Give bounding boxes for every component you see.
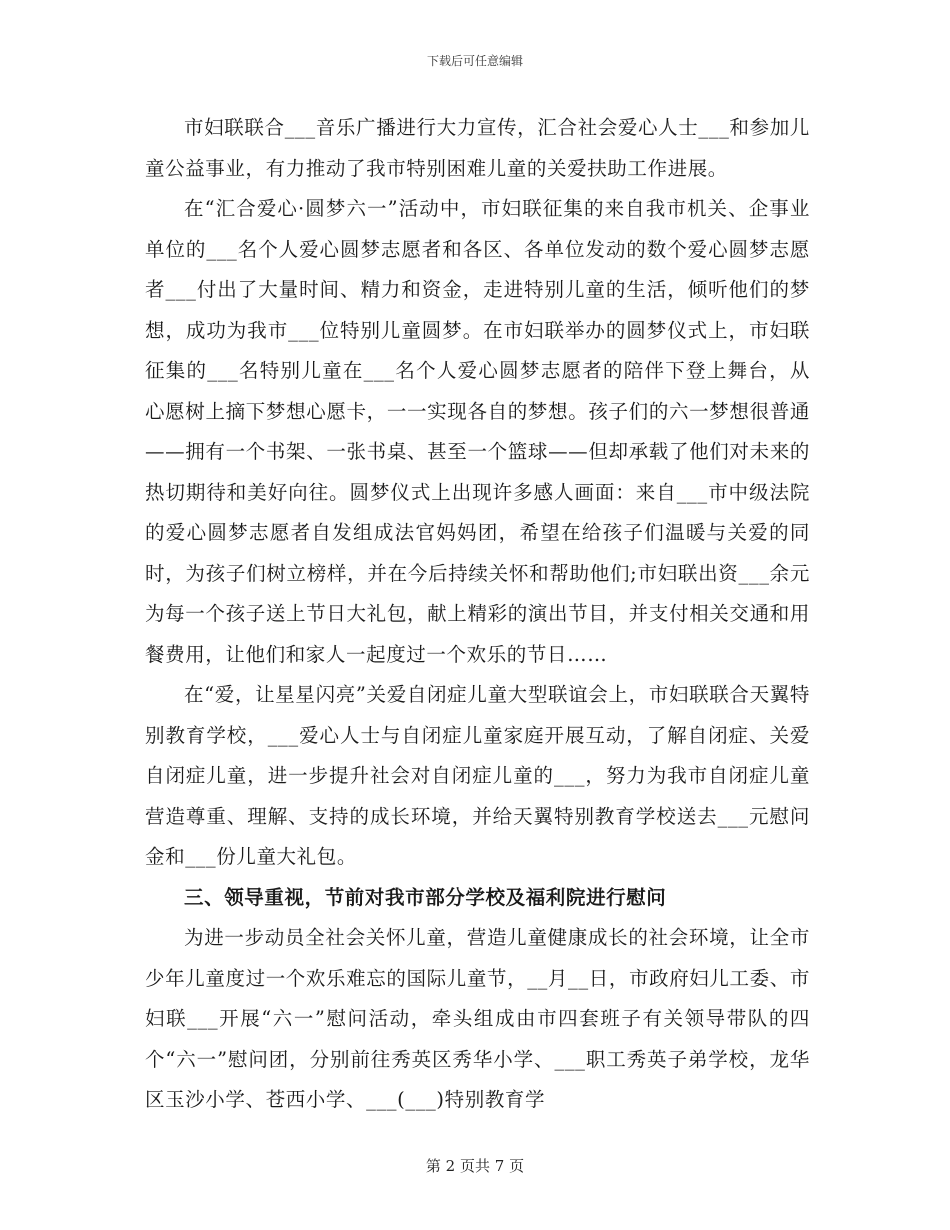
page-number-footer: 第 2 页共 7 页 [425,1157,525,1175]
paragraph-dream-activity: 在“汇合爱心·圆梦六一”活动中，市妇联征集的来自我市机关、企事业单位的___名个人爱心圆梦志愿者和各区、各单位发动的数个爱心圆梦志愿者___付出了大量时间、精力和资金，走进特别儿童的生活，倾听他们的梦想，成功为我市___位特别儿童圆梦。在市妇联举办的圆梦仪式上，市妇联征集的___名特别儿童在___名个人爱心圆梦志愿者的陪伴下登上舞台，从心愿树上摘下梦想心愿卡，一一实现各自的梦想。孩子们的六一梦想很普通——拥有一个书架、一张书桌、甚至一个篮球——但却承载了他们对未来的热切期待和美好向往。圆梦仪式上出现许多感人画面：来自___市中级法院的爱心圆梦志愿者自发组成法官妈妈团，希望在给孩子们温暖与关爱的同时，为孩子们树立榜样，并在今后持续关怀和帮助他们;市妇联出资___余元为每一个孩子送上节日大礼包，献上精彩的演出节目，并支付相关交通和用餐费用，让他们和家人一起度过一个欢乐的节日…… [145,197,810,666]
paragraph-autism-event: 在“爱，让星星闪亮”关爱自闭症儿童大型联谊会上，市妇联联合天翼特别教育学校，___爱心人士与自闭症儿童家庭开展互动，了解自闭症、关爱自闭症儿童，进一步提升社会对自闭症儿童的___，努力为我市自闭症儿童营造尊重、理解、支持的成长环境，并给天翼特别教育学校送去___元慰问金和___份儿童大礼包。 [145,683,810,868]
page-header: 下载后可任意编辑 [426,54,523,68]
document-body [145,108,810,1121]
paragraph-radio-publicity: 市妇联联合___音乐广播进行大力宣传，汇合社会爱心人士___和参加儿童公益事业，有力推动了我市特别困难儿童的关爱扶助工作进展。 [145,116,810,180]
section-heading: 三、领导重视，节前对我市部分学校及福利院进行慰问 [184,885,667,909]
paragraph-leadership-visit: 为进一步动员全社会关怀儿童，营造儿童健康成长的社会环境，让全市少年儿童度过一个欢乐难忘的国际儿童节，__月__日，市政府妇儿工委、市妇联___开展“六一”慰问活动，牵头组成由市四套班子有关领导带队的四个“六一”慰问团，分别前往秀英区秀华小学、___职工秀英子弟学校，龙华区玉沙小学、苍西小学、___(___)特别教育学 [145,926,810,1111]
